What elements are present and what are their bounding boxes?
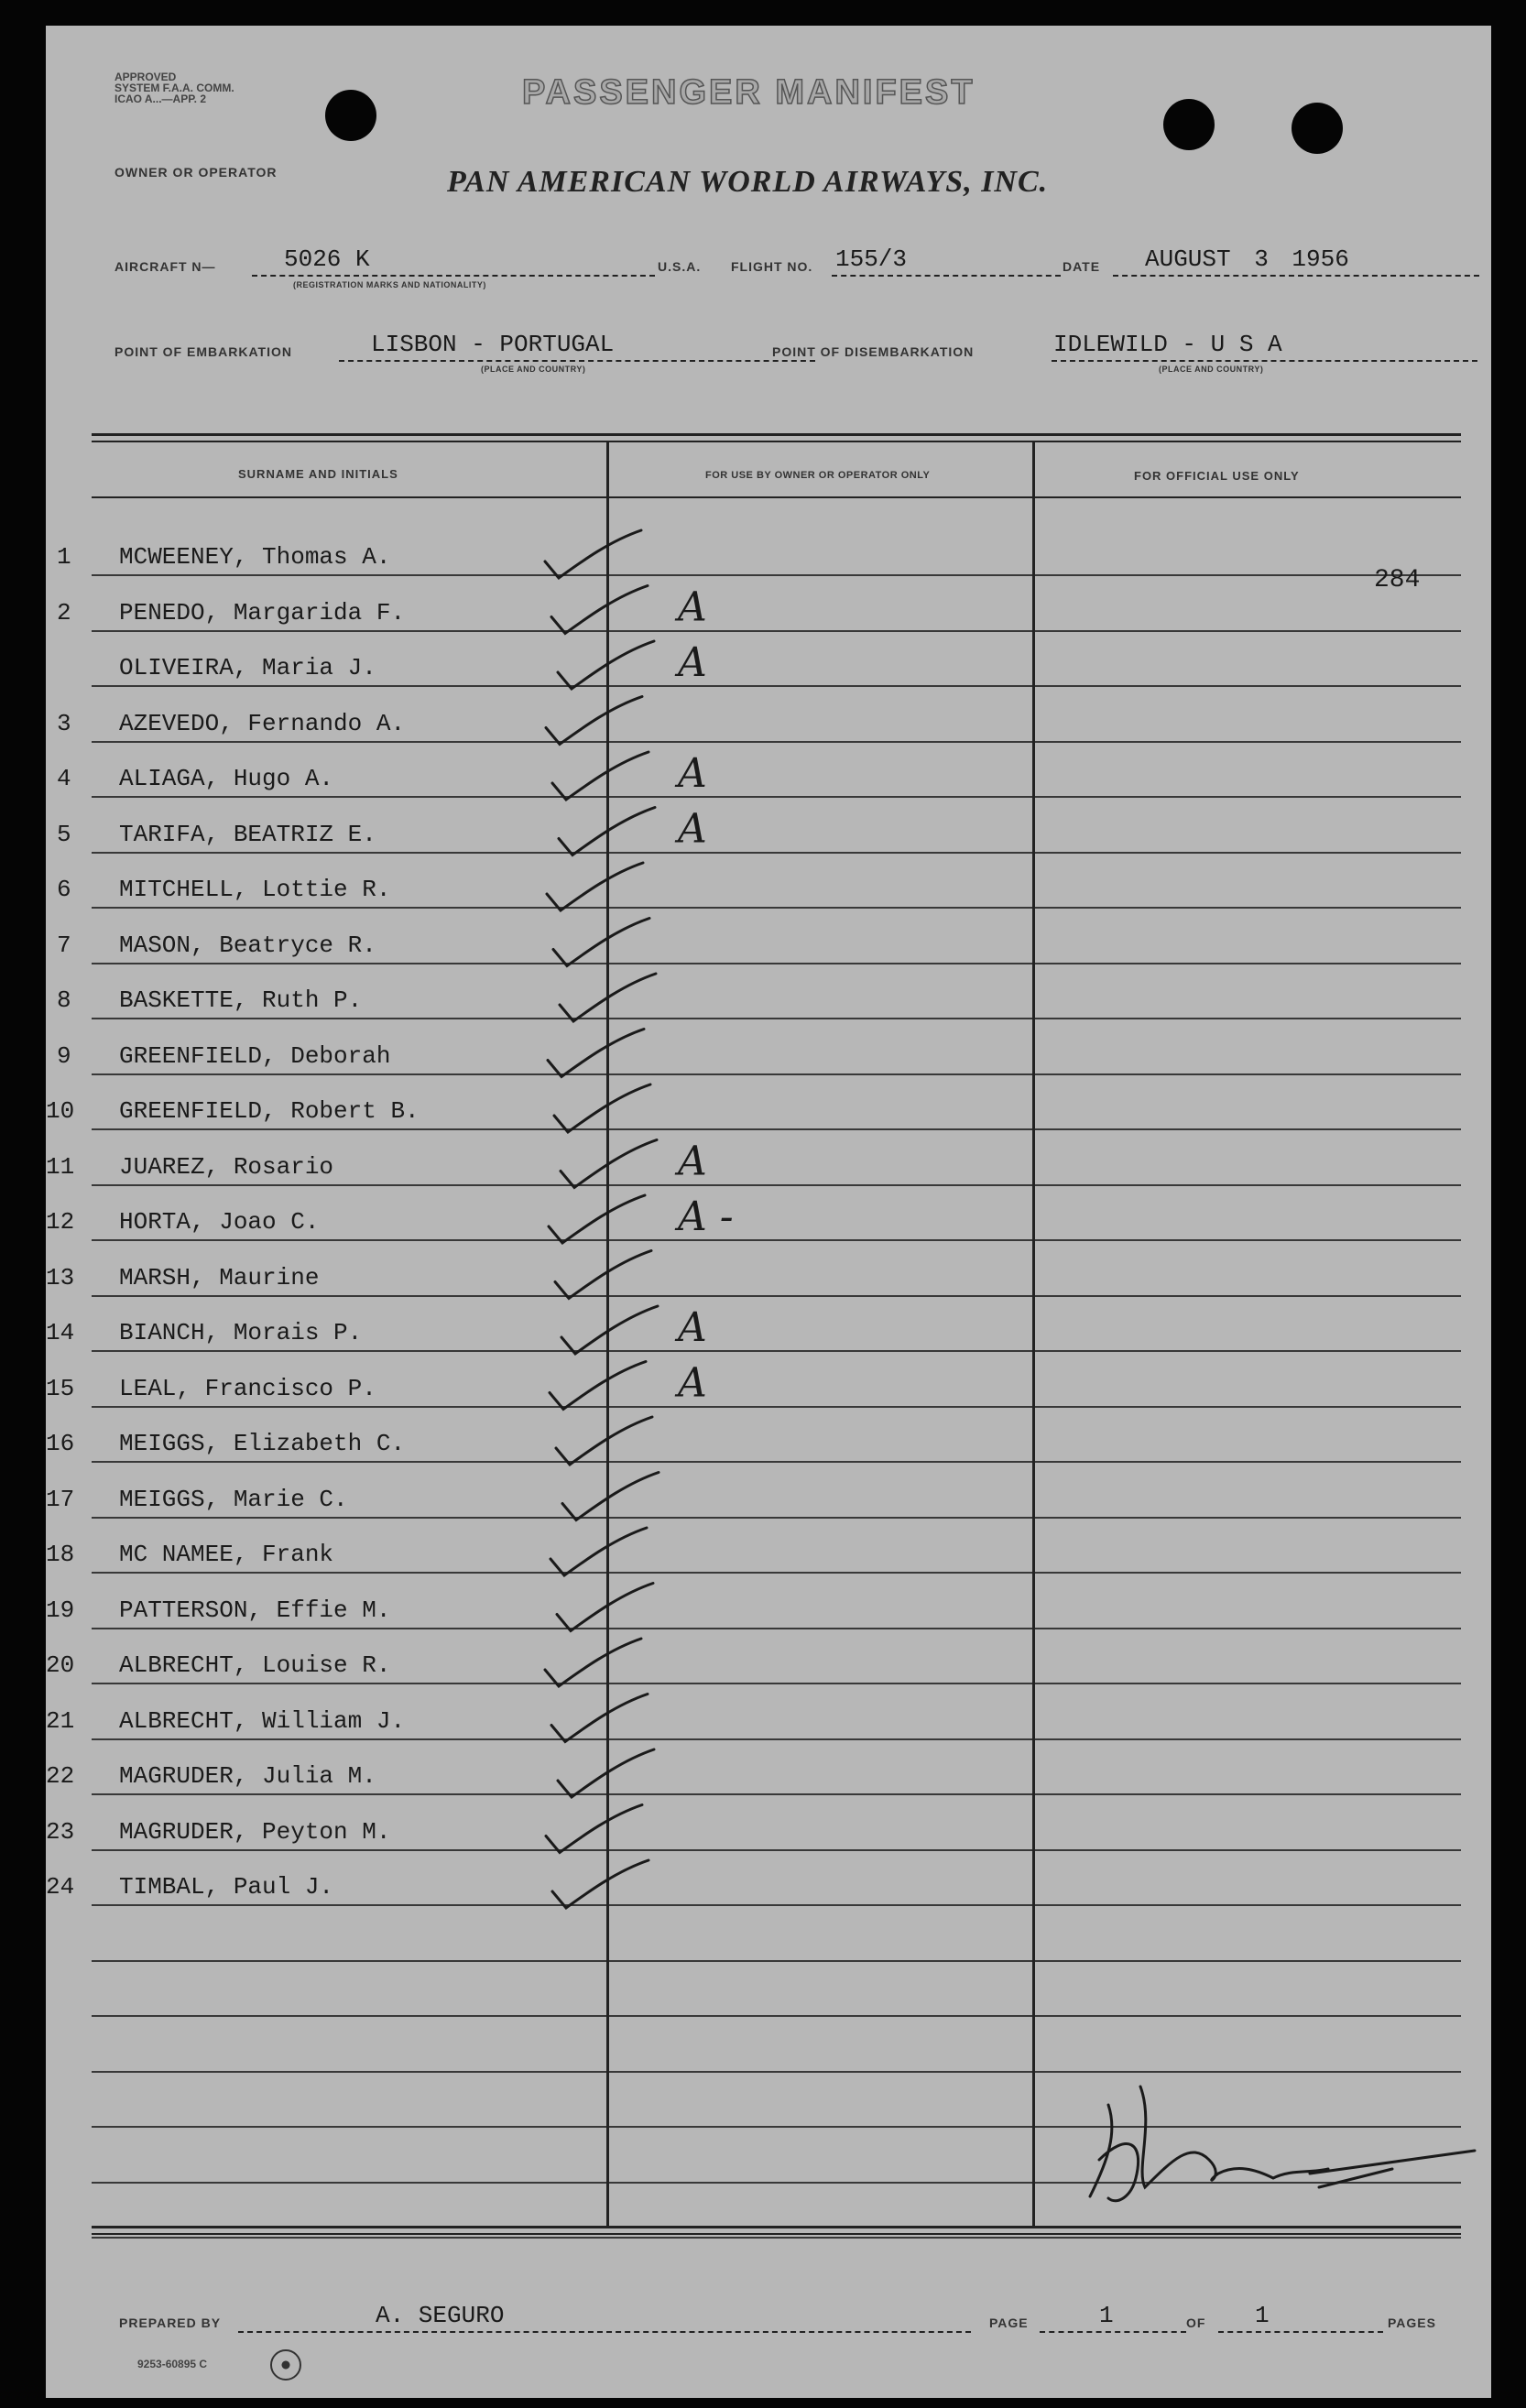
passenger-name: OLIVEIRA, Maria J. [119,654,376,681]
passenger-name: MEIGGS, Marie C. [119,1486,348,1513]
passenger-number: 15 [46,1375,75,1402]
passenger-number: 21 [46,1707,75,1735]
form-title: PASSENGER MANIFEST [522,73,976,112]
passenger-number: 1 [57,543,71,571]
page-fill-line [1040,2331,1186,2333]
passenger-name: ALIAGA, Hugo A. [119,765,334,792]
of-label: OF [1186,2315,1206,2330]
aircraft-sublabel: (REGISTRATION MARKS AND NATIONALITY) [293,280,486,289]
usa-label: U.S.A. [658,259,702,274]
passenger-number: 4 [57,765,71,792]
passenger-name: BASKETTE, Ruth P. [119,986,363,1014]
handwritten-mark: A [678,583,707,631]
passenger-number: 3 [57,710,71,737]
col-official-header: FOR OFFICIAL USE ONLY [1134,469,1300,483]
passenger-name: MAGRUDER, Julia M. [119,1762,376,1790]
passenger-name: AZEVEDO, Fernando A. [119,710,406,737]
passenger-number: 24 [46,1873,75,1901]
passenger-number: 6 [57,876,71,903]
passenger-name: PENEDO, Margarida F. [119,599,406,627]
aircraft-value: 5026 K [284,245,370,273]
passenger-name: TIMBAL, Paul J. [119,1873,334,1901]
embark-label: POINT OF EMBARKATION [114,344,292,359]
union-bug-icon [270,2349,301,2381]
of-fill-line [1218,2331,1383,2333]
handwritten-mark: A [678,1359,707,1407]
passenger-name: GREENFIELD, Robert B. [119,1097,420,1125]
prepared-value: A. SEGURO [376,2302,505,2329]
passenger-number: 14 [46,1319,75,1346]
passenger-number: 20 [46,1651,75,1679]
passenger-number: 19 [46,1596,75,1624]
passenger-number: 22 [46,1762,75,1790]
disembark-sublabel: (PLACE AND COUNTRY) [1159,365,1264,374]
approval-line: APPROVED [114,71,177,83]
passenger-name: MARSH, Maurine [119,1264,320,1291]
signature [46,26,1491,2398]
handwritten-mark: A [678,1138,707,1185]
embark-value: LISBON - PORTUGAL [371,331,615,358]
passenger-name: ALBRECHT, Louise R. [119,1651,391,1679]
passenger-number: 8 [57,986,71,1014]
passenger-number: 17 [46,1486,75,1513]
of-value: 1 [1255,2302,1270,2329]
flight-value: 155/3 [835,245,908,273]
passenger-name: MAGRUDER, Peyton M. [119,1818,391,1846]
approval-line: SYSTEM F.A.A. COMM. [114,82,234,94]
passenger-name: PATTERSON, Effie M. [119,1596,391,1624]
passenger-name: TARIFA, BEATRIZ E. [119,821,376,848]
approval-line: ICAO A...—APP. 2 [114,93,207,105]
flight-label: FLIGHT NO. [731,259,813,274]
passenger-name: MCWEENEY, Thomas A. [119,543,391,571]
owner-label: OWNER OR OPERATOR [114,165,278,180]
col-surname-header: SURNAME AND INITIALS [238,467,398,481]
passenger-number: 9 [57,1042,71,1070]
passenger-number: 18 [46,1541,75,1568]
passenger-number: 7 [57,932,71,959]
handwritten-mark: A - [678,1193,734,1240]
disembark-value: IDLEWILD - U S A [1053,331,1282,358]
pages-label: PAGES [1388,2315,1436,2330]
passenger-name: MEIGGS, Elizabeth C. [119,1430,406,1457]
passenger-name: BIANCH, Morais P. [119,1319,363,1346]
passenger-name: GREENFIELD, Deborah [119,1042,391,1070]
passenger-number: 16 [46,1430,75,1457]
prepared-fill-line [238,2331,971,2333]
passenger-number: 23 [46,1818,75,1846]
passenger-number: 2 [57,599,71,627]
passenger-name: MASON, Beatryce R. [119,932,376,959]
prepared-label: PREPARED BY [119,2315,222,2330]
passenger-number: 11 [46,1153,75,1181]
handwritten-mark: A [678,805,707,853]
col-owner-header: FOR USE BY OWNER OR OPERATOR ONLY [705,470,931,481]
passenger-number: 5 [57,821,71,848]
passenger-name: LEAL, Francisco P. [119,1375,376,1402]
passenger-number: 10 [46,1097,75,1125]
aircraft-label: AIRCRAFT N— [114,259,216,274]
official-note: 284 [1374,566,1421,594]
date-label: DATE [1063,259,1101,274]
passenger-name: MITCHELL, Lottie R. [119,876,391,903]
passenger-name: ALBRECHT, William J. [119,1707,406,1735]
manifest-sheet [46,26,1491,2398]
passenger-name: JUAREZ, Rosario [119,1153,334,1181]
passenger-number: 12 [46,1208,75,1236]
form-number: 9253-60895 C [137,2358,208,2370]
passenger-number: 13 [46,1264,75,1291]
passenger-name: MC NAMEE, Frank [119,1541,334,1568]
handwritten-mark: A [678,1304,707,1351]
handwritten-mark: A [678,639,707,686]
embark-sublabel: (PLACE AND COUNTRY) [481,365,586,374]
page-label: PAGE [989,2315,1029,2330]
disembark-label: POINT OF DISEMBARKATION [772,344,975,359]
company-name: PAN AMERICAN WORLD AIRWAYS, INC. [447,165,1049,199]
passenger-name: HORTA, Joao C. [119,1208,320,1236]
date-value: AUGUST 3 1956 [1145,245,1349,273]
page-value: 1 [1099,2302,1114,2329]
handwritten-mark: A [678,750,707,797]
